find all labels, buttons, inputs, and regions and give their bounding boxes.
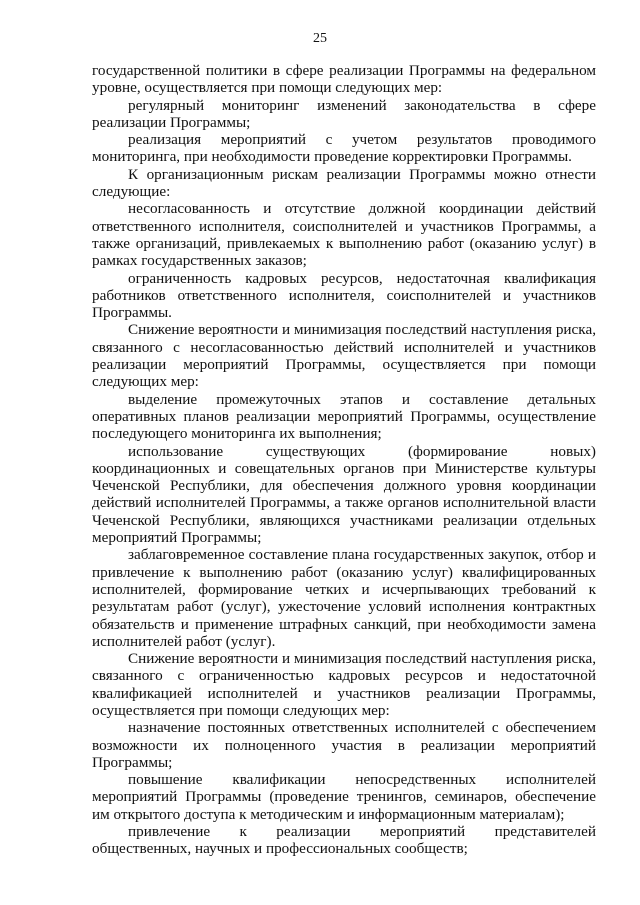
paragraph: регулярный мониторинг изменений законодательства в сфере реализации Программы; bbox=[92, 96, 596, 131]
paragraph: Снижение вероятности и минимизация последствий наступления риска, связанного с несогласованностью действий исполнителей и участников реализации мероприятий Программы, осуществляется при помощи следующих мер: bbox=[92, 321, 596, 391]
paragraph: выделение промежуточных этапов и составление детальных оперативных планов реализации мероприятий Программы, осуществление последующего мониторинга их выполнения; bbox=[92, 390, 596, 443]
paragraph: повышение квалификации непосредственных исполнителей мероприятий Программы (проведение тренингов, семинаров, обеспечение им открытого доступа к методическим и информационным материалам); bbox=[92, 771, 596, 823]
paragraph-continuation: государственной политики в сфере реализации Программы на федеральном уровне, осуществляется при помощи следующих мер: bbox=[92, 62, 596, 97]
paragraph: реализация мероприятий с учетом результатов проводимого мониторинга, при необходимости проведение корректировки Программы. bbox=[92, 131, 596, 166]
paragraph: назначение постоянных ответственных исполнителей с обеспечением возможности их полноценного участия в реализации мероприятий Программы; bbox=[92, 719, 596, 771]
paragraph: привлечение к реализации мероприятий представителей общественных, научных и профессиональных сообществ; bbox=[92, 823, 596, 858]
paragraph: заблаговременное составление плана государственных закупок, отбор и привлечение к выполнению работ (оказанию услуг) квалифицированных исполнителей, формирование четких и исчерпывающих требований к результатам работ (услуг), ужесточение условий исполнения контрактных обязательств и применение штрафных санкций, при необходимости замена исполнителей работ (услуг). bbox=[92, 546, 596, 650]
paragraph: использование существующих (формирование новых) координационных и совещательных органов при Министерстве культуры Чеченской Республики, для обеспечения должного уровня координации действий исполнителей Программы, а также органов исполнительной власти Чеченской Республики, являющихся участниками реализации отдельных мероприятий Программы; bbox=[92, 442, 596, 547]
paragraph: К организационным рискам реализации Программы можно отнести следующие: bbox=[92, 165, 596, 201]
paragraph: несогласованность и отсутствие должной координации действий ответственного исполнителя, соисполнителей и участников Программы, а также организаций, привлекаемых к выполнению работ (оказанию услуг) в рамках государственных заказов; bbox=[92, 200, 596, 270]
paragraph: ограниченность кадровых ресурсов, недостаточная квалификация работников ответственного исполнителя, соисполнителей и участников Программы. bbox=[92, 269, 596, 322]
body-text bbox=[92, 62, 596, 858]
paragraph: Снижение вероятности и минимизация последствий наступления риска, связанного с ограниченностью кадровых ресурсов и недостаточной квалификацией исполнителей и участников реализации Программы, осуществляется при помощи следующих мер: bbox=[92, 650, 596, 719]
page-number: 25 bbox=[313, 31, 327, 46]
